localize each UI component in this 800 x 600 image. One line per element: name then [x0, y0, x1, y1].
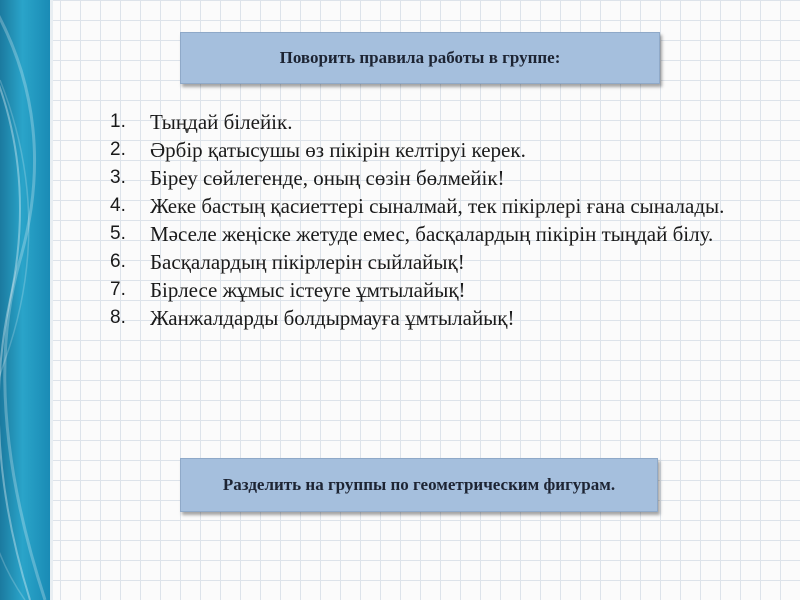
rule-text: Жеке бастың қасиеттері сыналмай, тек пікірлері ғана сыналады. [150, 194, 725, 218]
rule-number: 4. [110, 195, 126, 216]
rule-number: 8. [110, 307, 126, 328]
rule-item [110, 304, 770, 332]
rule-item [110, 164, 770, 192]
rule-text: Әрбір қатысушы өз пікірін келтіруі керек. [150, 138, 526, 162]
rule-text: Бірлесе жұмыс істеуге ұмтылайық! [150, 278, 466, 302]
title-box [180, 32, 660, 84]
rule-number: 6. [110, 251, 126, 272]
rule-number: 3. [110, 167, 126, 188]
rule-item [110, 220, 770, 248]
band-edge [50, 0, 53, 600]
rule-text: Тыңдай білейік. [150, 110, 293, 134]
rule-text: Мәселе жеңіске жетуде емес, басқалардың пікірін тыңдай білу. [150, 222, 714, 246]
rule-text: Жанжалдарды болдырмауға ұмтылайық! [150, 306, 515, 330]
rule-item [110, 192, 770, 220]
rule-number: 5. [110, 223, 126, 244]
group-instruction-text: Разделить на группы по геометрическим фигурам. [222, 475, 616, 494]
rule-item [110, 276, 770, 304]
rule-text: Біреу сөйлегенде, оның сөзін бөлмейік! [150, 166, 505, 190]
rule-item [110, 108, 770, 136]
rule-number: 7. [110, 279, 126, 300]
rule-item [110, 136, 770, 164]
wave-decoration [0, 0, 50, 600]
rule-text: Басқалардың пікірлерін сыйлайық! [150, 250, 465, 274]
rule-number: 2. [110, 139, 126, 160]
decorative-side-band [0, 0, 50, 600]
rule-item [110, 248, 770, 276]
title-text: Поворить правила работы в группе: [279, 48, 561, 67]
rule-number: 1. [110, 111, 126, 132]
rules-list [110, 108, 770, 332]
group-instruction-box [180, 458, 658, 512]
